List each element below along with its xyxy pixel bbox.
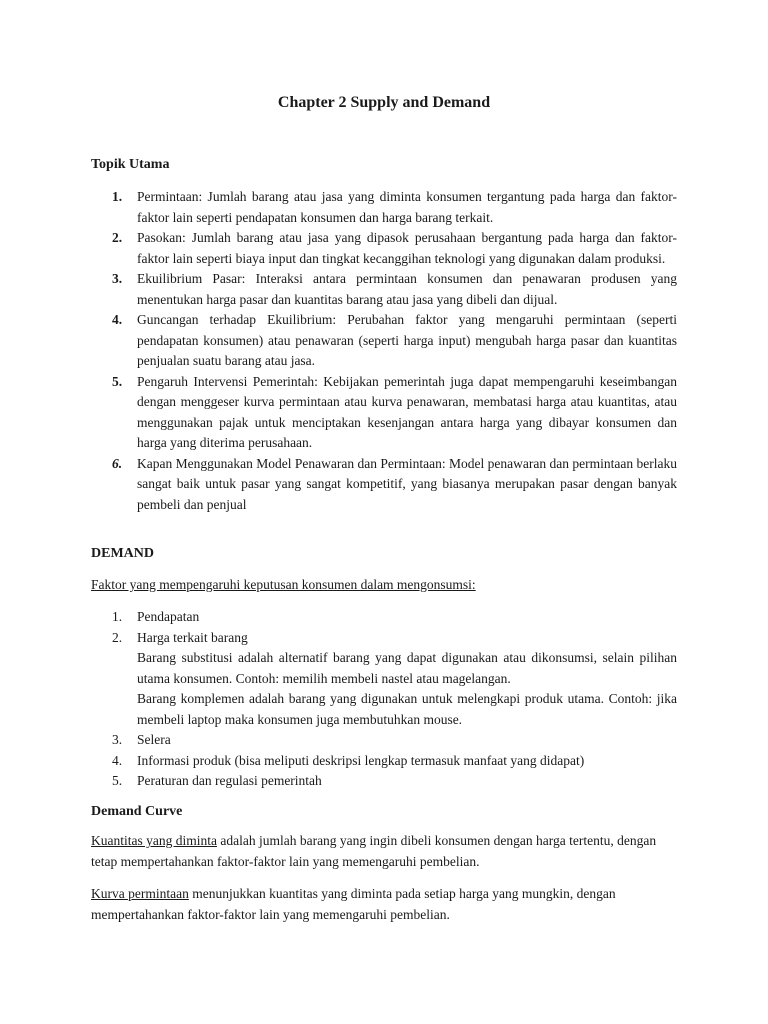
list-item <box>91 607 677 628</box>
demand-curve-heading: Demand Curve <box>91 804 183 819</box>
list-item <box>91 187 677 228</box>
demand-curve-term: Kurva permintaan <box>91 886 189 901</box>
list-item <box>91 310 677 372</box>
list-item-text: Permintaan: Jumlah barang atau jasa yang diminta konsumen tergantung pada harga dan faktor-faktor lain seperti pendapatan konsumen dan harga barang terkait. <box>137 189 677 225</box>
list-item-text: Kapan Menggunakan Model Penawaran dan Permintaan: Model penawaran dan permintaan berlaku sangat baik untuk pasar yang sangat kompetitif, yang biasanya merupakan pasar dengan banyak pembeli dan penjual <box>137 455 677 512</box>
list-item <box>91 771 677 792</box>
substitusi-text: Barang substitusi adalah alternatif barang yang dapat digunakan atau dikonsumsi, selain pilihan utama konsumen. Contoh: memilih membeli nastel atau magelangan. <box>137 650 677 686</box>
list-item-text: Pasokan: Jumlah barang atau jasa yang dipasok perusahaan bergantung pada harga dan faktor-faktor lain seperti biaya input dan tingkat kecanggihan teknologi yang digunakan dalam produksi. <box>137 230 677 266</box>
list-number: 4. <box>112 312 123 327</box>
topik-utama-list <box>91 187 677 515</box>
list-number: 3. <box>112 732 123 747</box>
list-number: 6. <box>112 455 123 471</box>
factors-subheading: Faktor yang mempengaruhi keputusan konsumen dalam mengonsumsi: <box>91 577 476 592</box>
demand-heading: DEMAND <box>91 546 154 561</box>
list-item <box>91 628 677 731</box>
list-item <box>91 730 677 751</box>
list-item-text: Informasi produk (bisa meliputi deskripsi lengkap termasuk manfaat yang didapat) <box>137 752 585 768</box>
list-item <box>91 454 677 516</box>
quantity-demanded-paragraph <box>91 831 677 872</box>
komplemen-text: Barang komplemen adalah barang yang digunakan untuk melengkapi produk utama. Contoh: jika membeli laptop maka konsumen juga membutuhkan mouse. <box>137 691 677 727</box>
list-number: 5. <box>112 373 123 389</box>
factor-list <box>91 607 677 792</box>
list-item-text: Harga terkait barang <box>137 629 248 645</box>
list-item-text: Selera <box>137 732 171 747</box>
list-item <box>91 372 677 454</box>
list-item <box>91 751 677 772</box>
demand-curve-paragraph <box>91 884 677 925</box>
list-number: 1. <box>112 189 123 204</box>
list-item-text: Pengaruh Intervensi Pemerintah: Kebijakan pemerintah juga dapat mempengaruhi keseimbangan dengan menggeser kurva permintaan atau kurva penawaran, membatasi harga atau kuantitas, atau menggunakan pajak untuk menciptakan kesenjangan antara harga yang dibayar konsumen dan harga yang diterima perusahaan. <box>137 373 677 450</box>
list-number: 4. <box>112 752 123 768</box>
list-number: 3. <box>112 271 123 286</box>
list-item-text: Peraturan dan regulasi pemerintah <box>137 773 322 788</box>
list-number: 5. <box>112 773 123 788</box>
list-item <box>91 269 677 310</box>
quantity-demanded-term: Kuantitas yang diminta <box>91 833 217 848</box>
paragraph-text: menunjukkan kuantitas yang diminta pada setiap harga yang mungkin, dengan mempertahankan faktor-faktor lain yang memengaruhi pembelian. <box>91 886 616 922</box>
list-item-text: Ekuilibrium Pasar: Interaksi antara permintaan konsumen dan penawaran produsen yang menentukan harga pasar dan kuantitas barang atau jasa yang dibeli dan dijual. <box>137 271 677 307</box>
list-number: 1. <box>112 609 123 624</box>
list-item-text: Guncangan terhadap Ekuilibrium: Perubahan faktor yang mengaruhi permintaan (seperti pendapatan konsumen) atau penawaran (seperti harga input) mengubah harga pasar dan kuantitas penjualan suatu barang atau jasa. <box>137 312 677 368</box>
list-number: 2. <box>112 230 123 245</box>
list-number: 2. <box>112 629 123 645</box>
topik-utama-heading: Topik Utama <box>91 157 170 172</box>
page-title: Chapter 2 Supply and Demand <box>277 94 491 111</box>
paragraph-text: adalah jumlah barang yang ingin dibeli konsumen dengan harga tertentu, dengan tetap mempertahankan faktor-faktor lain yang memengaruhi pembelian. <box>91 833 657 869</box>
list-item-text: Pendapatan <box>137 609 200 624</box>
list-item <box>91 228 677 269</box>
